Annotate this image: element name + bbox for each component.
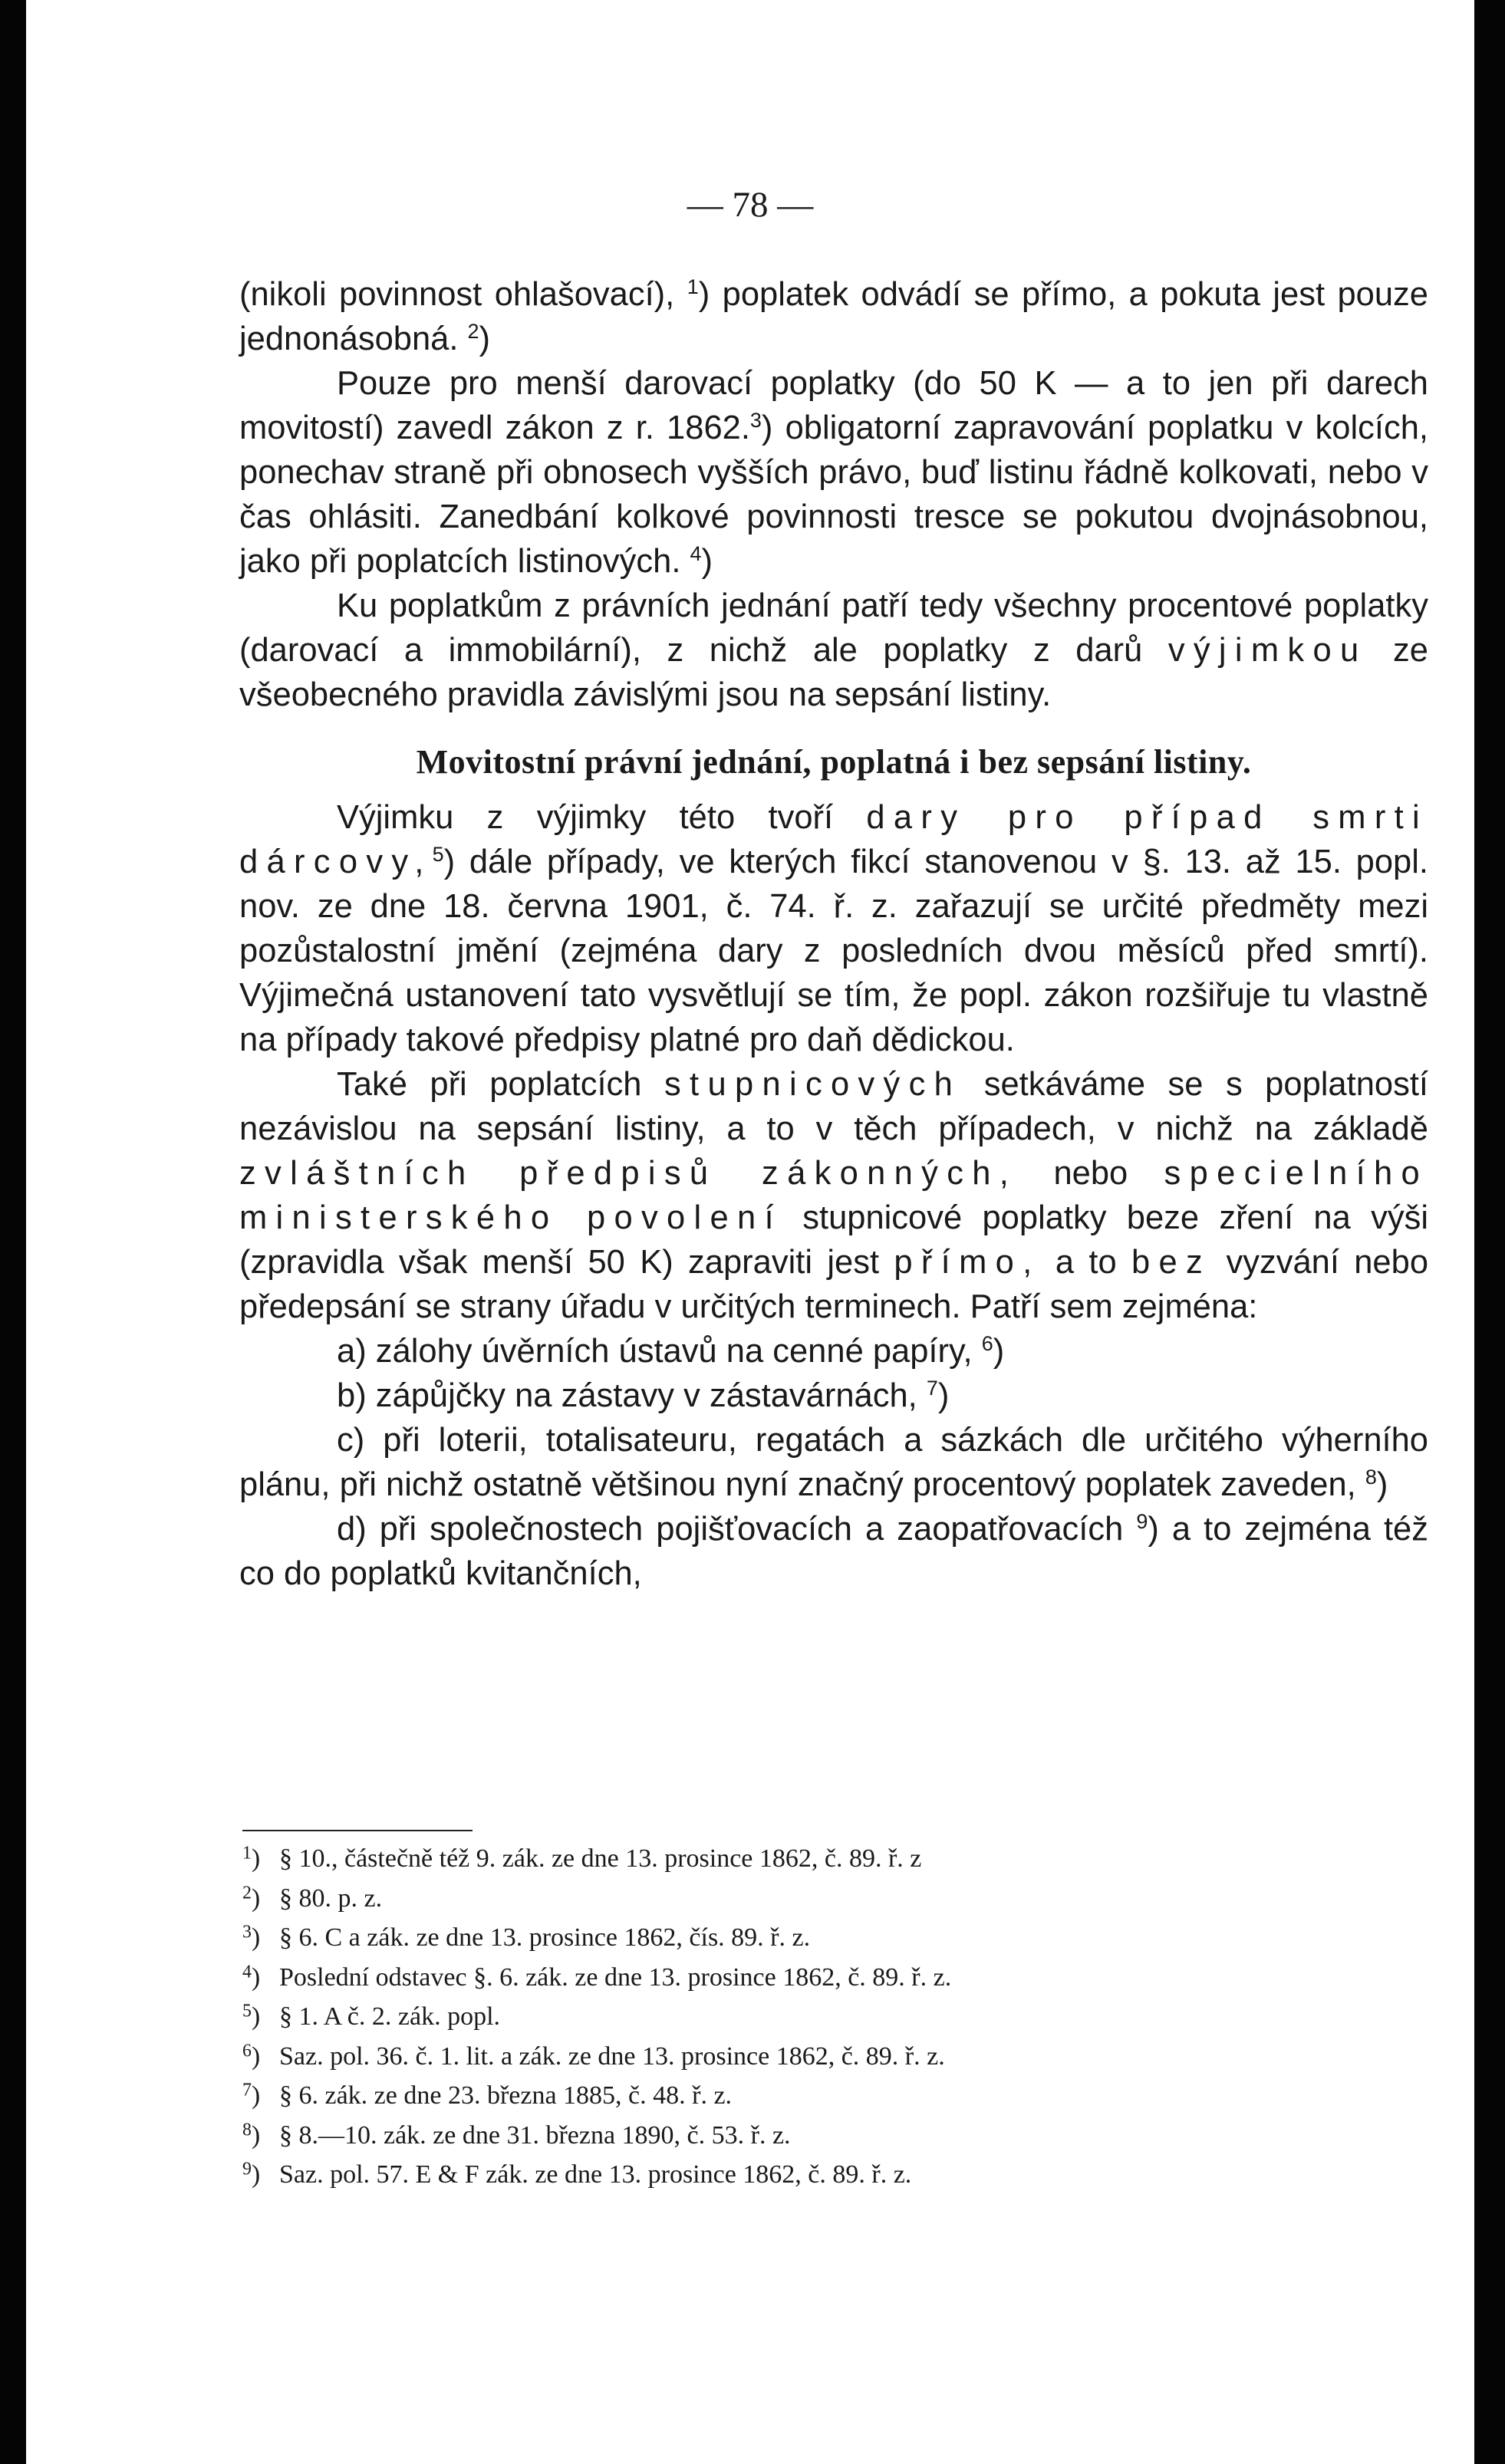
text-run: setkáváme se s poplatností nezávislou na sepsání listiny, a to v těch případech, v nichž na základě	[239, 1066, 1429, 1147]
footnote-text: § 8.—10. zák. ze dne 31. března 1890, č. 53. ř. z.	[279, 2120, 791, 2150]
footnote-text: Saz. pol. 57. E & F zák. ze dne 13. prosince 1862, č. 89. ř. z.	[279, 2160, 912, 2189]
text-run: Také při poplatcích	[337, 1066, 642, 1103]
spaced-emphasis: přímo,	[894, 1244, 1041, 1281]
footnote-ref-8: 8	[1365, 1466, 1377, 1489]
text-run: Pouze pro menší darovací poplatky (do 50 K — a to jen při darech movitostí) zavedl zákon z r. 1862.	[239, 365, 1428, 446]
footnote-7	[242, 2076, 1431, 2116]
text-run: )	[479, 321, 491, 357]
footnote-ref-1: 1	[687, 275, 699, 299]
footnote-text: § 10., částečně též 9. zák. ze dne 13. prosince 1862, č. 89. ř. z	[279, 1844, 922, 1873]
footnote-mark: $^3$)	[242, 1922, 261, 1952]
footnote-divider	[242, 1830, 473, 1831]
footnote-mark: $^4$)	[242, 1961, 261, 1992]
footnote-ref-6: 6	[981, 1332, 993, 1356]
page-number: — 78 —	[687, 185, 814, 225]
spaced-emphasis: dary pro případ smrti dárcovy,	[239, 799, 1428, 880]
text-run: ) poplatek odvádí se přímo, a pokuta jest pouze jednonásobná.	[239, 276, 1428, 357]
text-run: (nikoli povinnost ohlašovací),	[239, 276, 675, 313]
section-heading: Movitostní právní jednání, poplatná i bez sepsání listiny.	[416, 743, 1252, 781]
text-run: Ku poplatkům z právních jednání patří tedy všechny procentové poplatky (darovací a immobilární), z nichž ale poplatky z darů	[239, 587, 1428, 669]
footnote-ref-7: 7	[926, 1377, 938, 1400]
text-run: ) dále případy, ve kterých fikcí stanovenou v §. 13. až 15. popl. nov. ze dne 18. června 1901, č. 74. ř. z. zařazují se určité předměty mezi pozůstalostní jmění (zejména dary z posledních dvou měsíců před smrtí). Výjimečná ustanovení tato vysvětlují se tím, že popl. zákon rozšiřuje tu vlastně na případy takové předpisy platné pro daň dědickou.	[239, 844, 1428, 1058]
footnote-mark: $^7$)	[242, 2080, 261, 2110]
spaced-emphasis: specielního ministerského povolení	[239, 1155, 1428, 1236]
spaced-emphasis: zvláštních předpisů zákonných,	[239, 1155, 1018, 1192]
footnote-text: Saz. pol. 36. č. 1. lit. a zák. ze dne 13. prosince 1862, č. 89. ř. z.	[279, 2041, 945, 2071]
text-run: a) zálohy úvěrních ústavů na cenné papíry,	[337, 1333, 973, 1370]
book-page	[26, 0, 1474, 2464]
main-text	[239, 272, 1428, 1596]
footnote-6	[242, 2037, 1431, 2077]
footnote-mark: $^1$)	[242, 1843, 261, 1873]
footnote-9	[242, 2155, 1431, 2195]
footnote-2	[242, 1879, 1431, 1919]
footnote-ref-4: 4	[690, 542, 702, 566]
footnote-text: § 1. A č. 2. zák. popl.	[279, 2002, 501, 2031]
spaced-emphasis: bez	[1131, 1244, 1212, 1281]
footnote-text: Poslední odstavec §. 6. zák. ze dne 13. prosince 1862, č. 89. ř. z.	[279, 1962, 952, 1992]
footnote-8	[242, 2116, 1431, 2156]
paragraph-3	[239, 584, 1428, 717]
text-run: stupnicové poplatky beze zření na výši (zpravidla však menší 50 K) zapraviti jest	[239, 1199, 1429, 1281]
text-run: ) obligatorní zapravování poplatku v kolcích, ponechav straně při obnosech vyšších právo, buď listinu řádně kolkovati, nebo v čas ohlásiti. Zanedbání kolkové povinnosti tresce se pokutou dvojnásobnou, jako při poplatcích listinových.	[239, 410, 1428, 580]
paragraph-4	[239, 795, 1428, 1062]
footnote-1	[242, 1839, 1431, 1879]
text-run: vyzvání nebo předepsání se strany úřadu v určitých terminech. Patří sem zejména:	[239, 1244, 1429, 1325]
footnote-4	[242, 1958, 1431, 1998]
list-item-b	[239, 1373, 1428, 1418]
footnote-mark: $^8$)	[242, 2119, 261, 2150]
text-run: )	[937, 1377, 950, 1414]
footnote-ref-2: 2	[467, 320, 479, 344]
footnote-3	[242, 1918, 1431, 1958]
text-run: d) při společnostech pojišťovacích a zaopatřovacích	[337, 1511, 1124, 1548]
text-run: )	[1376, 1466, 1388, 1503]
paragraph-1	[239, 272, 1428, 361]
footnote-ref-9: 9	[1136, 1510, 1148, 1534]
footnote-text: § 6. C a zák. ze dne 13. prosince 1862, čís. 89. ř. z.	[279, 1923, 811, 1952]
footnote-ref-5: 5	[432, 843, 444, 867]
text-run: )	[993, 1333, 1005, 1370]
paragraph-5	[239, 1062, 1428, 1329]
text-run: ) a to zejména též co do poplatků kvitančních,	[239, 1511, 1428, 1592]
footnotes	[242, 1839, 1431, 2195]
text-run: c) při loterii, totalisateuru, regatách a sázkách dle určitého výherního plánu, při nichž ostatně většinou nyní značný procentový poplatek zaveden,	[239, 1422, 1428, 1503]
footnote-mark: $^9$)	[242, 2159, 261, 2189]
footnote-mark: $^6$)	[242, 2040, 261, 2071]
text-run: a to	[1055, 1244, 1117, 1281]
text-run: Výjimku z výjimky této tvoří	[337, 799, 834, 836]
text-run: )	[701, 543, 713, 580]
text-run: b) zápůjčky na zástavy v zástavárnách,	[337, 1377, 917, 1414]
footnote-ref-3: 3	[749, 409, 762, 433]
paragraph-2	[239, 361, 1428, 584]
list-item-c	[239, 1418, 1428, 1507]
spaced-emphasis: stupnicových	[664, 1066, 962, 1103]
text-run: nebo	[1053, 1155, 1128, 1192]
footnote-5	[242, 1997, 1431, 2037]
list-item-a	[239, 1329, 1428, 1373]
footnote-text: § 6. zák. ze dne 23. března 1885, č. 48. ř. z.	[279, 2081, 733, 2110]
spaced-emphasis: výjimkou	[1167, 632, 1368, 669]
text-run: ze všeobecného pravidla závislými jsou na sepsání listiny.	[239, 632, 1428, 713]
footnote-mark: $^5$)	[242, 2001, 261, 2031]
footnote-text: § 80. p. z.	[279, 1883, 383, 1913]
footnote-mark: $^2$)	[242, 1882, 261, 1913]
list-item-d	[239, 1507, 1428, 1596]
